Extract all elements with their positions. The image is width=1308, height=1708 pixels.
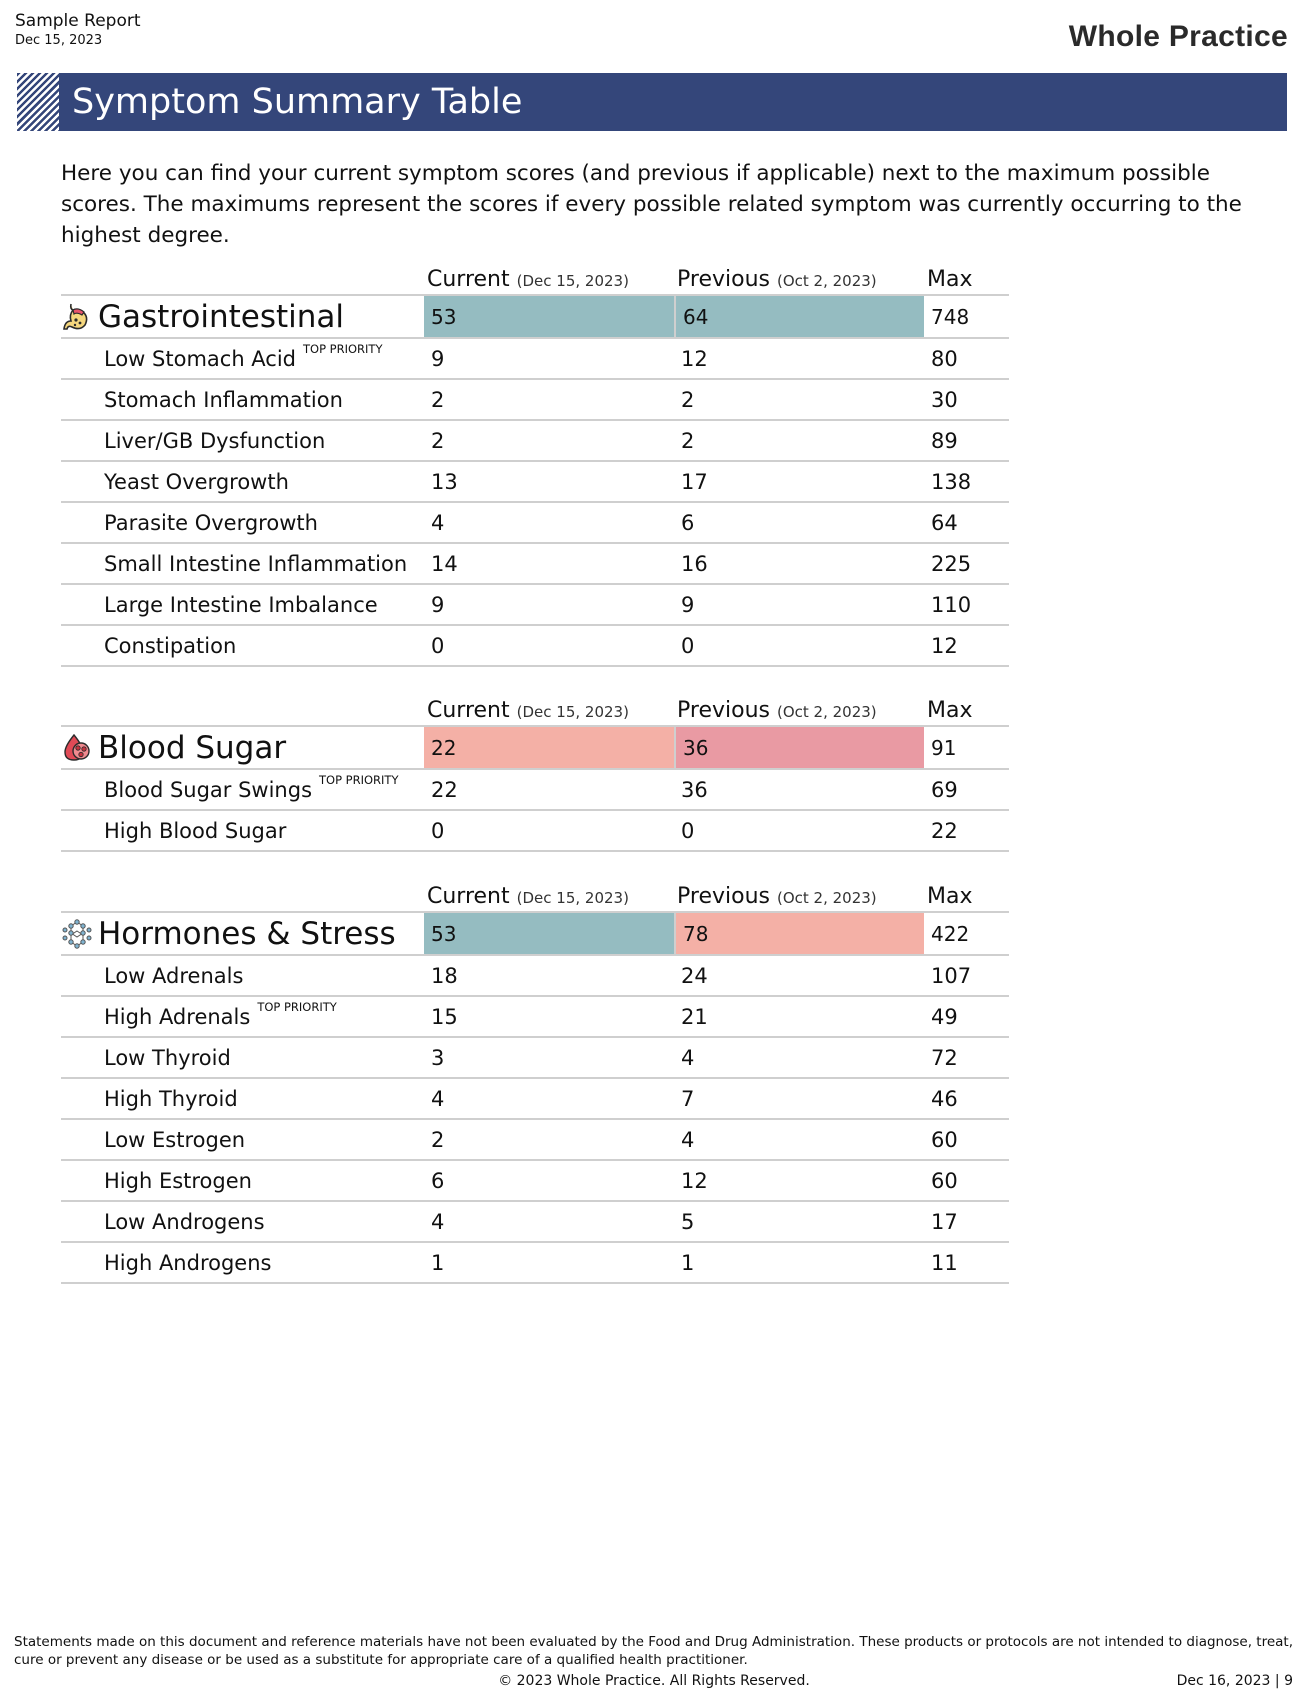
category-current-score: 22 <box>424 727 674 768</box>
column-headers <box>61 262 1009 294</box>
col-max: Max <box>927 698 973 723</box>
previous-score: 21 <box>681 1004 708 1029</box>
current-score: 0 <box>431 633 445 658</box>
symptom-name: Low Adrenals <box>104 963 244 988</box>
table-row <box>61 997 1009 1038</box>
col-max: Max <box>927 884 973 909</box>
category-current-score: 53 <box>424 913 674 954</box>
col-current: Current (Dec 15, 2023) <box>427 884 629 909</box>
category-name: Hormones & Stress <box>61 913 396 954</box>
max-score: 12 <box>931 633 958 658</box>
symptom-name: Low Estrogen <box>104 1127 246 1152</box>
symptom-name: High Adrenals TOP PRIORITY <box>104 999 337 1029</box>
symptom-name: Low Stomach Acid TOP PRIORITY <box>104 341 383 371</box>
current-score: 22 <box>431 777 458 802</box>
current-score: 0 <box>431 818 445 843</box>
page-title: Symptom Summary Table <box>72 82 523 122</box>
previous-score: 24 <box>681 963 708 988</box>
max-score: 60 <box>931 1127 958 1152</box>
max-score: 17 <box>931 1209 958 1234</box>
table-row <box>61 339 1009 380</box>
max-score: 107 <box>931 963 972 988</box>
table-row <box>61 1202 1009 1243</box>
top-priority-badge: TOP PRIORITY <box>319 772 399 787</box>
symptom-name: High Androgens <box>104 1250 272 1275</box>
current-score: 4 <box>431 510 445 535</box>
current-score: 2 <box>431 1127 445 1152</box>
current-score: 4 <box>431 1209 445 1234</box>
symptom-name: Blood Sugar Swings TOP PRIORITY <box>104 772 399 802</box>
table-row <box>61 585 1009 626</box>
previous-score: 12 <box>681 346 708 371</box>
current-score: 9 <box>431 346 445 371</box>
blood-drop-icon <box>61 732 93 764</box>
max-score: 60 <box>931 1168 958 1193</box>
hormone-molecule-icon <box>61 918 93 950</box>
table-row <box>61 626 1009 667</box>
symptom-name: Low Androgens <box>104 1209 265 1234</box>
brand-logo: Whole Practice <box>1068 20 1288 53</box>
category-max-score: 91 <box>931 735 957 760</box>
report-date: Dec 15, 2023 <box>15 33 103 48</box>
symptom-name: High Estrogen <box>104 1168 252 1193</box>
col-max: Max <box>927 267 973 292</box>
report-title: Sample Report <box>15 11 141 31</box>
category-max-score: 422 <box>931 921 970 946</box>
fda-disclaimer: Statements made on this document and reference materials have not been evaluated by the Food and Drug Administration. These products or protocols are not intended to diagnose, treat, cure or prevent any disease or be used as a substitute for appropriate care of a qualified health practitioner. <box>14 1634 1293 1668</box>
symptom-name: Parasite Overgrowth <box>104 510 318 535</box>
max-score: 49 <box>931 1004 958 1029</box>
category-previous-score: 64 <box>674 296 924 337</box>
table-row <box>61 1079 1009 1120</box>
previous-score: 9 <box>681 592 695 617</box>
col-current: Current (Dec 15, 2023) <box>427 267 629 292</box>
category-row <box>61 911 1009 956</box>
symptom-name: Large Intestine Imbalance <box>104 592 378 617</box>
max-score: 225 <box>931 551 972 576</box>
previous-score: 1 <box>681 1250 695 1275</box>
col-current: Current (Dec 15, 2023) <box>427 698 629 723</box>
category-previous-score: 36 <box>674 727 924 768</box>
table-row <box>61 1120 1009 1161</box>
table-row <box>61 956 1009 997</box>
table-row <box>61 421 1009 462</box>
table-row <box>61 1243 1009 1284</box>
page-number: Dec 16, 2023 | 9 <box>1176 1673 1293 1689</box>
current-score: 2 <box>431 428 445 453</box>
previous-score: 0 <box>681 818 695 843</box>
category-name: Gastrointestinal <box>61 296 344 337</box>
previous-score: 36 <box>681 777 708 802</box>
hatch-decoration <box>17 73 60 131</box>
symptom-name: Small Intestine Inflammation <box>104 551 408 576</box>
col-previous: Previous (Oct 2, 2023) <box>677 884 877 909</box>
max-score: 69 <box>931 777 958 802</box>
current-score: 13 <box>431 469 458 494</box>
symptom-name: High Thyroid <box>104 1086 238 1111</box>
top-priority-badge: TOP PRIORITY <box>257 999 337 1014</box>
report-header <box>15 11 141 49</box>
table-row <box>61 770 1009 811</box>
top-priority-badge: TOP PRIORITY <box>303 341 383 356</box>
previous-score: 2 <box>681 428 695 453</box>
symptom-name: Stomach Inflammation <box>104 387 343 412</box>
stomach-icon <box>61 301 93 333</box>
section-gastrointestinal <box>61 262 1009 667</box>
table-row <box>61 462 1009 503</box>
max-score: 138 <box>931 469 972 494</box>
symptom-name: Liver/GB Dysfunction <box>104 428 326 453</box>
current-score: 4 <box>431 1086 445 1111</box>
current-score: 15 <box>431 1004 458 1029</box>
table-row <box>61 503 1009 544</box>
current-score: 3 <box>431 1045 445 1070</box>
col-previous: Previous (Oct 2, 2023) <box>677 267 877 292</box>
max-score: 30 <box>931 387 958 412</box>
table-row <box>61 1161 1009 1202</box>
table-row <box>61 544 1009 585</box>
column-headers <box>61 879 1009 911</box>
table-row <box>61 811 1009 852</box>
previous-score: 7 <box>681 1086 695 1111</box>
section-hormones-stress <box>61 879 1009 1284</box>
table-row <box>61 380 1009 421</box>
max-score: 72 <box>931 1045 958 1070</box>
max-score: 64 <box>931 510 958 535</box>
copyright: © 2023 Whole Practice. All Rights Reserved. <box>498 1673 810 1689</box>
column-headers <box>61 693 1009 725</box>
category-row <box>61 725 1009 770</box>
current-score: 1 <box>431 1250 445 1275</box>
current-score: 2 <box>431 387 445 412</box>
section-blood-sugar <box>61 693 1009 852</box>
category-current-score: 53 <box>424 296 674 337</box>
category-name: Blood Sugar <box>61 727 286 768</box>
max-score: 110 <box>931 592 972 617</box>
previous-score: 17 <box>681 469 708 494</box>
max-score: 89 <box>931 428 958 453</box>
section-banner <box>17 73 1287 131</box>
previous-score: 12 <box>681 1168 708 1193</box>
previous-score: 4 <box>681 1127 695 1152</box>
symptom-name: Constipation <box>104 633 237 658</box>
table-row <box>61 1038 1009 1079</box>
col-previous: Previous (Oct 2, 2023) <box>677 698 877 723</box>
category-previous-score: 78 <box>674 913 924 954</box>
current-score: 9 <box>431 592 445 617</box>
previous-score: 16 <box>681 551 708 576</box>
symptom-name: Yeast Overgrowth <box>104 469 289 494</box>
intro-text: Here you can find your current symptom scores (and previous if applicable) next to the maximum possible scores. The maximums represent the scores if every possible related symptom was currently occurring to the highest degree. <box>61 161 1242 248</box>
max-score: 46 <box>931 1086 958 1111</box>
previous-score: 4 <box>681 1045 695 1070</box>
symptom-name: Low Thyroid <box>104 1045 231 1070</box>
symptom-name: High Blood Sugar <box>104 818 287 843</box>
previous-score: 6 <box>681 510 695 535</box>
max-score: 11 <box>931 1250 958 1275</box>
category-row <box>61 294 1009 339</box>
current-score: 14 <box>431 551 458 576</box>
current-score: 18 <box>431 963 458 988</box>
previous-score: 0 <box>681 633 695 658</box>
category-max-score: 748 <box>931 304 970 329</box>
max-score: 80 <box>931 346 958 371</box>
current-score: 6 <box>431 1168 445 1193</box>
previous-score: 5 <box>681 1209 695 1234</box>
max-score: 22 <box>931 818 958 843</box>
previous-score: 2 <box>681 387 695 412</box>
